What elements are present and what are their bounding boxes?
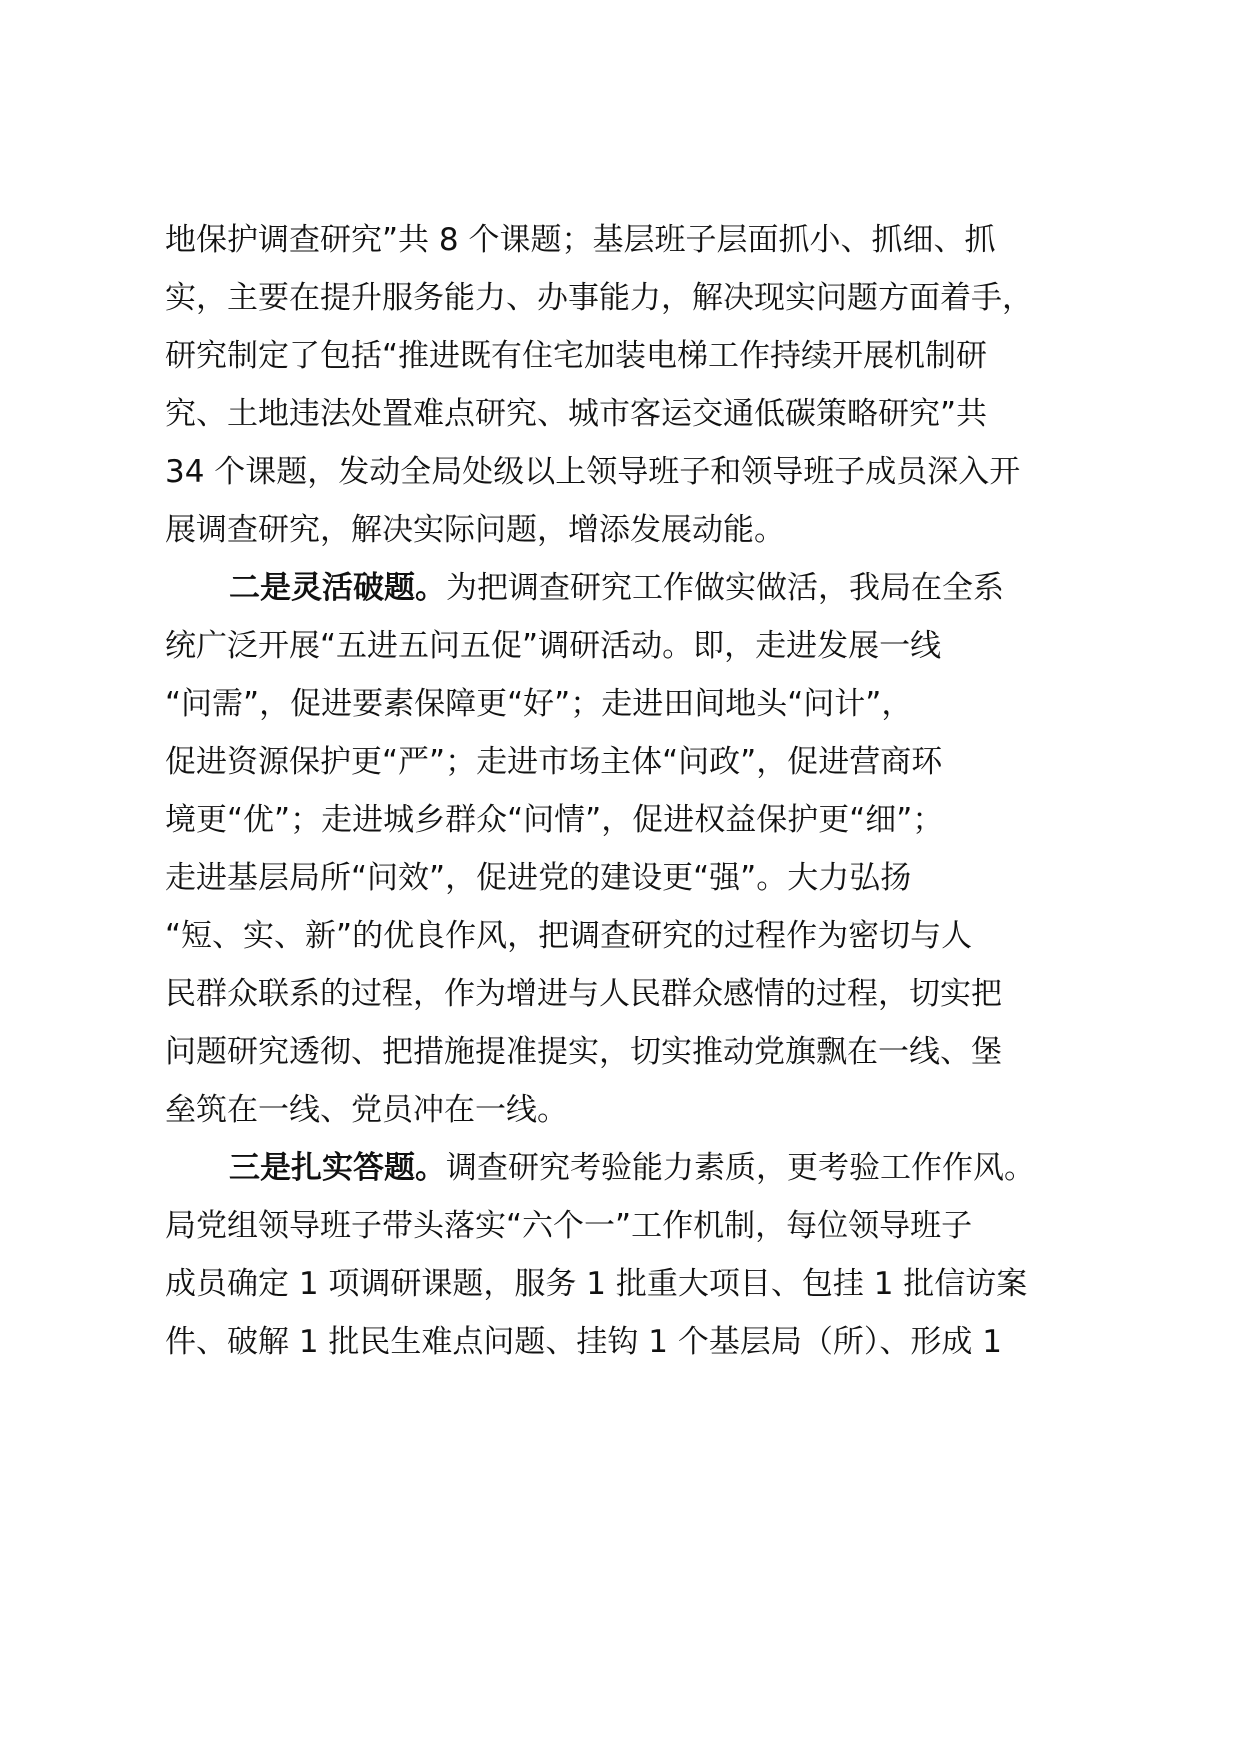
paragraph-3-heading: 三是扎实答题。 — [229, 1150, 446, 1186]
paragraph-2-line-10: 垒筑在一线、党员冲在一线。 — [165, 1092, 568, 1128]
paragraph-3-line-3: 成员确定 1 项调研课题，服务 1 批重大项目、包挂 1 批信访案 — [165, 1266, 1028, 1302]
paragraph-2-line-6: 走进基层局所“问效”，促进党的建设更“强”。大力弘扬 — [165, 860, 912, 896]
paragraph-1-line-4: 究、土地违法处置难点研究、城市客运交通低碳策略研究”共 — [165, 396, 988, 432]
paragraph-1-line-6: 展调查研究，解决实际问题，增添发展动能。 — [165, 512, 785, 548]
paragraph-1-line-2: 实，主要在提升服务能力、办事能力，解决现实问题方面着手， — [165, 280, 1033, 316]
paragraph-2-line-8: 民群众联系的过程，作为增进与人民群众感情的过程，切实把 — [165, 976, 1002, 1012]
paragraph-2-first-line-text: 为把调查研究工作做实做活，我局在全系 — [446, 570, 1004, 606]
paragraph-2-line-9: 问题研究透彻、把措施提准提实，切实推动党旗飘在一线、堡 — [165, 1034, 1002, 1070]
paragraph-2-line-5: 境更“优”；走进城乡群众“问情”，促进权益保护更“细”； — [165, 802, 944, 838]
paragraph-3-line-4: 件、破解 1 批民生难点问题、挂钩 1 个基层局（所）、形成 1 — [165, 1324, 1002, 1360]
paragraph-2-heading: 二是灵活破题。 — [229, 570, 446, 606]
paragraph-3-first-line-text: 调查研究考验能力素质，更考验工作作风。 — [446, 1150, 1035, 1186]
paragraph-2-line-7: “短、实、新”的优良作风，把调查研究的过程作为密切与人 — [165, 918, 973, 954]
paragraph-3-first-line — [229, 1148, 1035, 1188]
paragraph-3-line-2: 局党组领导班子带头落实“六个一”工作机制，每位领导班子 — [165, 1208, 973, 1244]
paragraph-2-first-line — [229, 568, 1004, 608]
paragraph-2-line-4: 促进资源保护更“严”；走进市场主体“问政”，促进营商环 — [165, 744, 943, 780]
paragraph-1-line-3: 研究制定了包括“推进既有住宅加装电梯工作持续开展机制研 — [165, 338, 988, 374]
paragraph-2-line-2: 统广泛开展“五进五问五促”调研活动。即，走进发展一线 — [165, 628, 942, 664]
paragraph-1-line-5: 34 个课题，发动全局处级以上领导班子和领导班子成员深入开 — [165, 454, 1021, 490]
paragraph-2-line-3: “问需”，促进要素保障更“好”；走进田间地头“问计”， — [165, 686, 913, 722]
paragraph-1-line-1: 地保护调查研究”共 8 个课题；基层班子层面抓小、抓细、抓 — [165, 222, 996, 258]
